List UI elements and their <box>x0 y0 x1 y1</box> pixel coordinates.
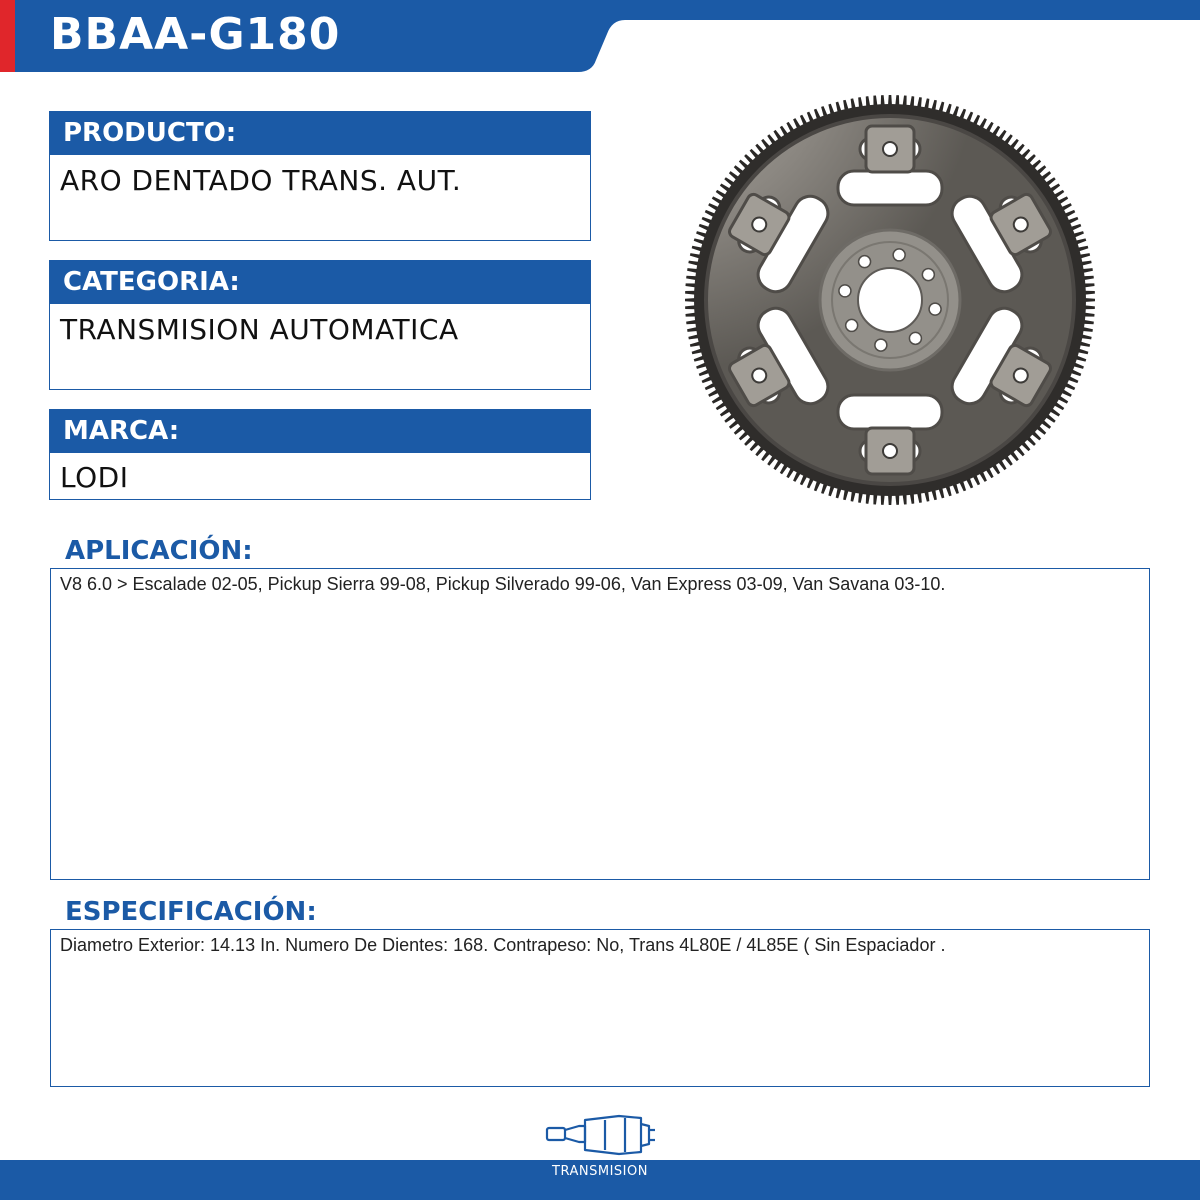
transmission-icon <box>545 1112 657 1160</box>
product-label: PRODUCTO: <box>49 111 591 155</box>
flexplate-image <box>680 90 1100 510</box>
brand-label: MARCA: <box>49 409 591 453</box>
category-label: CATEGORIA: <box>49 260 591 304</box>
product-code-title: BBAA-G180 <box>50 9 341 60</box>
application-box: V8 6.0 > Escalade 02-05, Pickup Sierra 99-08, Pickup Silverado 99-06, Van Express 03-09, Van Savana 03-10. <box>50 568 1150 880</box>
category-value: TRANSMISION AUTOMATICA <box>49 304 591 390</box>
category-block <box>49 260 591 390</box>
footer-category-label: TRANSMISION <box>552 1164 648 1179</box>
brand-value: LODI <box>49 453 591 500</box>
product-block <box>49 111 591 241</box>
accent-stripe <box>0 0 15 72</box>
specification-box: Diametro Exterior: 14.13 In. Numero De Dientes: 168. Contrapeso: No, Trans 4L80E / 4L85E ( Sin Espaciador . <box>50 929 1150 1087</box>
specification-heading: ESPECIFICACIÓN: <box>65 897 317 927</box>
product-value: ARO DENTADO TRANS. AUT. <box>49 155 591 241</box>
application-heading: APLICACIÓN: <box>65 536 253 566</box>
brand-block <box>49 409 591 500</box>
